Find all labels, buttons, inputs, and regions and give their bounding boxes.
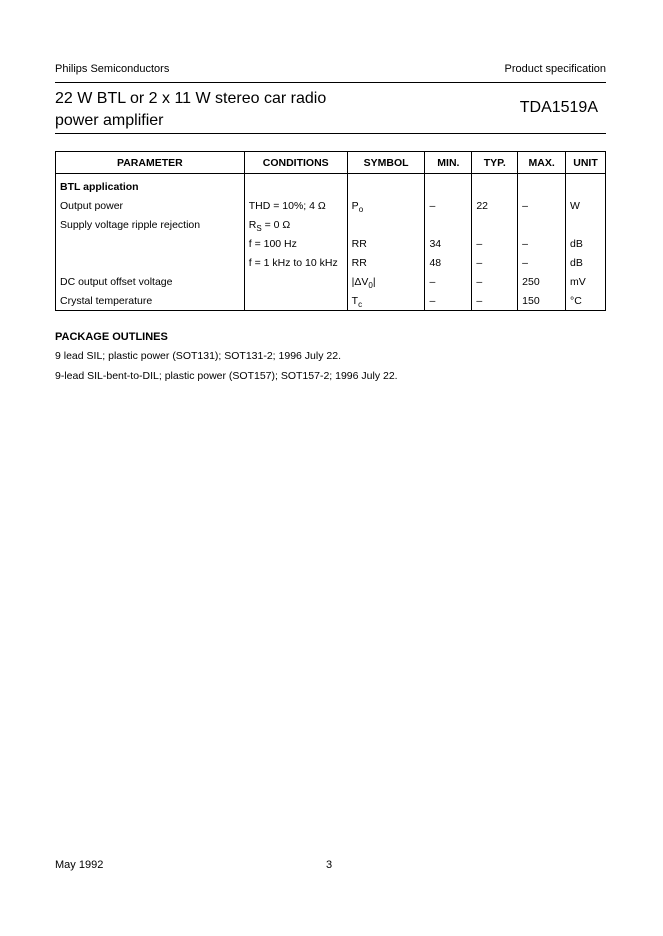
title-line-2: power amplifier bbox=[55, 112, 164, 129]
cell-unit: dB bbox=[566, 234, 606, 253]
cell-conditions: f = 100 Hz bbox=[244, 234, 347, 253]
cell-conditions bbox=[244, 291, 347, 311]
section-label: BTL application bbox=[56, 174, 245, 197]
col-header-typ: TYP. bbox=[472, 152, 518, 174]
cell-unit: °C bbox=[566, 291, 606, 311]
cell-unit: W bbox=[566, 196, 606, 215]
cell-symbol: $|\Delta V_0|$ bbox=[347, 272, 425, 291]
cell-min: 34 bbox=[425, 234, 472, 253]
cell-min: – bbox=[425, 272, 472, 291]
spec-table bbox=[55, 151, 606, 311]
table-row bbox=[56, 291, 606, 311]
col-header-parameter: PARAMETER bbox=[56, 152, 245, 174]
cell-max bbox=[518, 215, 566, 234]
col-header-conditions: CONDITIONS bbox=[244, 152, 347, 174]
table-row bbox=[56, 253, 606, 272]
cell-conditions: $R_S = 0$ Ω bbox=[244, 215, 347, 234]
cell-parameter: Supply voltage ripple rejection bbox=[56, 215, 245, 234]
part-number: TDA1519A bbox=[519, 99, 598, 116]
table-section-row bbox=[56, 174, 606, 197]
cell-parameter: DC output offset voltage bbox=[56, 272, 245, 291]
table-row bbox=[56, 234, 606, 253]
cell-conditions: f = 1 kHz to 10 kHz bbox=[244, 253, 347, 272]
cell-typ: – bbox=[472, 234, 518, 253]
cell-parameter: Crystal temperature bbox=[56, 291, 245, 311]
package-outline-sot131: 9 lead SIL; plastic power (SOT131); SOT131-2; 1996 July 22. bbox=[55, 350, 341, 362]
title-line-1: 22 W BTL or 2 x 11 W stereo car radio bbox=[55, 90, 327, 107]
cell-symbol: $P_o$ bbox=[347, 196, 425, 215]
col-header-symbol: SYMBOL bbox=[347, 152, 425, 174]
cell-max: – bbox=[518, 234, 566, 253]
cell-typ: 22 bbox=[472, 196, 518, 215]
document-title bbox=[55, 88, 415, 132]
cell-min: – bbox=[425, 196, 472, 215]
cell-parameter bbox=[56, 234, 245, 253]
cell-unit: dB bbox=[566, 253, 606, 272]
cell-conditions bbox=[244, 272, 347, 291]
cell-symbol: RR bbox=[347, 234, 425, 253]
table-header-row bbox=[56, 152, 606, 174]
cell-min bbox=[425, 215, 472, 234]
page-number: 3 bbox=[326, 859, 333, 871]
table-row bbox=[56, 215, 606, 234]
cell-symbol: RR bbox=[347, 253, 425, 272]
cell-parameter bbox=[56, 253, 245, 272]
col-header-max: MAX. bbox=[518, 152, 566, 174]
cell-max: 150 bbox=[518, 291, 566, 311]
cell-unit bbox=[566, 215, 606, 234]
package-outline-sot157: 9-lead SIL-bent-to-DIL; plastic power (SOT157); SOT157-2; 1996 July 22. bbox=[55, 370, 398, 382]
cell-conditions: THD = 10%; 4 Ω bbox=[244, 196, 347, 215]
header-rule bbox=[55, 82, 606, 83]
cell-typ bbox=[472, 215, 518, 234]
cell-typ: – bbox=[472, 253, 518, 272]
package-outlines-heading: PACKAGE OUTLINES bbox=[55, 331, 168, 343]
cell-max: 250 bbox=[518, 272, 566, 291]
title-rule bbox=[55, 133, 606, 134]
cell-parameter: Output power bbox=[56, 196, 245, 215]
table-row bbox=[56, 196, 606, 215]
cell-max: – bbox=[518, 196, 566, 215]
table-row bbox=[56, 272, 606, 291]
col-header-min: MIN. bbox=[425, 152, 472, 174]
cell-max: – bbox=[518, 253, 566, 272]
col-header-unit: UNIT bbox=[566, 152, 606, 174]
cell-typ: – bbox=[472, 272, 518, 291]
header-doc-type: Product specification bbox=[504, 63, 606, 75]
cell-symbol: $T_c$ bbox=[347, 291, 425, 311]
cell-min: 48 bbox=[425, 253, 472, 272]
cell-typ: – bbox=[472, 291, 518, 311]
header-company: Philips Semiconductors bbox=[55, 63, 170, 75]
cell-min: – bbox=[425, 291, 472, 311]
cell-symbol bbox=[347, 215, 425, 234]
cell-unit: mV bbox=[566, 272, 606, 291]
footer-date: May 1992 bbox=[55, 859, 104, 871]
